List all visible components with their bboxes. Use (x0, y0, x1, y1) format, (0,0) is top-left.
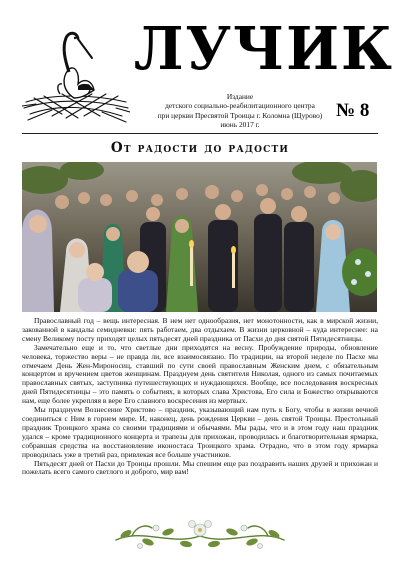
subtitle-line: при церкви Пресвятой Троицы г. Коломна (Щурово) (157, 110, 323, 120)
article-headline: От радости до радости (110, 140, 290, 156)
article-paragraph: Замечательно еще и то, что светлые дни приходятся на весну. Пробуждение природы, обновление человека, торжество веры – не правда ли, все взаимосвязано. По традиции, на второй неделе по Пасхе мы отмечаем День Жен-Мироносиц, ставший по сути своей православным Женским днем, с обязательным концертом и вручением цветов женщинам. Празднуем день святителя Николая, одного из самых почитаемых православных святых, заступника путешествующих и нуждающихся. Вообще, все последования воскресных дней Пятидесятницы – это память о событиях, в которых слава Христова, Его сила и Божество открываются нам, еще более укрепляя в вере Его славного воскресения из мертвых. (22, 342, 378, 406)
floral-ornament (112, 510, 288, 560)
article-paragraph: Мы празднуем Вознесение Христово – праздник, указывающий нам путь к Богу, чтобы в жизни вечной соединиться с Ним в горнем мире. И, наконец, день рождения Церкви – день святой Троицы. Престольный праздник Троицкого храма со своими традициями и обычаями. Мы рады, что и в этом году наш праздник удался – кроме традиционного концерта и трапезы для прихожан, проводилась и благотворительная ярмарка, собравшая средства на восстановление иконостаса Троицкого храма. Отрадно, что в этом году ярмарка проводилась уже в третий раз, привлекая все больше участников. (22, 405, 378, 459)
issue-number: № 8 (336, 100, 370, 121)
article-paragraph: Православный год – вещь интересная. В нем нет однообразия, нет монотонности, как в мирской жизни, закованной в кандалы семидневки: пять работаем, два отдыхаем. В жизни церковной – куда интереснее: на смену Великому посту приходят целых пятьдесят дней праздника от Пасхи до дня святой Пятидесятницы. (22, 316, 378, 343)
subtitle-line: Издание (226, 92, 254, 101)
church-congregation-photo (22, 162, 377, 312)
stork-nest-icon (22, 28, 130, 128)
publisher-info (140, 92, 340, 130)
newsletter-title: ЛУЧИК (134, 14, 394, 84)
article-paragraph: Пятьдесят дней от Пасхи до Троицы прошли. Мы спешим еще раз поздравить наших друзей и прихожан и пожелать всего самого светлого и доброго, мир вам! (22, 458, 378, 477)
issue-date: июнь 2017 г. (220, 120, 260, 130)
header-divider (22, 133, 378, 134)
article-body (22, 317, 378, 477)
subtitle-line: детского социально-реабилитационного центра (165, 101, 315, 111)
